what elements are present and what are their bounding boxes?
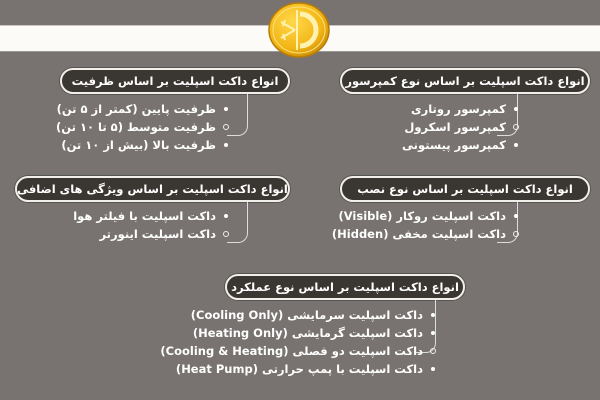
list-item: داکت اسپلیت با پمپ حرارتی (Heat Pump)	[160, 360, 435, 378]
connector-line	[227, 94, 248, 136]
list-item: داکت اسپلیت سرمایشی (Cooling Only)	[160, 306, 435, 324]
bullet-icon	[431, 313, 435, 317]
group-function-title: انواع داکت اسپلیت بر اساس نوع عملکرد	[225, 274, 465, 300]
bullet-icon	[431, 331, 435, 335]
connector-node-icon	[430, 348, 436, 354]
bullet-icon	[514, 107, 518, 111]
connector-node-icon	[223, 231, 229, 237]
bullet-icon	[431, 367, 435, 371]
list-item: داکت اسپلیت گرمایشی (Heating Only)	[160, 324, 435, 342]
list-item: داکت اسپلیت مخفی (Hidden)	[332, 225, 518, 243]
group-installation-list	[332, 207, 518, 243]
list-item: ظرفیت بالا (بیش از ۱۰ تن)	[56, 136, 228, 154]
bullet-icon	[224, 107, 228, 111]
connector-node-icon	[513, 231, 519, 237]
group-compressor-title: انواع داکت اسپلیت بر اساس نوع کمپرسور	[340, 68, 590, 94]
group-function-list	[160, 306, 435, 378]
list-item: ظرفیت متوسط (۵ تا ۱۰ تن)	[56, 118, 228, 136]
bullet-icon	[224, 214, 228, 218]
list-item: ظرفیت پایین (کمتر از ۵ تن)	[56, 100, 228, 118]
list-item: داکت اسپلیت دو فصلی (Cooling & Heating)	[160, 342, 435, 360]
bullet-icon	[224, 143, 228, 147]
group-installation-title: انواع داکت اسپلیت بر اساس نوع نصب	[340, 176, 590, 202]
connector-line	[227, 202, 248, 243]
bullet-icon	[514, 143, 518, 147]
bullet-icon	[514, 214, 518, 218]
list-item: داکت اسپلیت روکار (Visible)	[332, 207, 518, 225]
group-features-title: انواع داکت اسپلیت بر اساس ویژگی های اضافی	[15, 176, 290, 202]
list-item: کمپرسور پیستونی	[402, 136, 518, 154]
group-compressor-list	[402, 100, 518, 154]
list-item: کمپرسور روتاری	[402, 100, 518, 118]
list-item: داکت اسپلیت با فیلتر هوا	[73, 207, 228, 225]
group-capacity-title: انواع داکت اسپلیت بر اساس ظرفیت	[60, 68, 290, 94]
connector-node-icon	[513, 124, 519, 130]
connector-node-icon	[223, 124, 229, 130]
list-item: کمپرسور اسکرول	[402, 118, 518, 136]
group-capacity-list	[56, 100, 228, 154]
group-features-list	[73, 207, 228, 243]
list-item: داکت اسپلیت اینورتر	[73, 225, 228, 243]
snowflake-gear-coin-icon	[267, 2, 331, 58]
